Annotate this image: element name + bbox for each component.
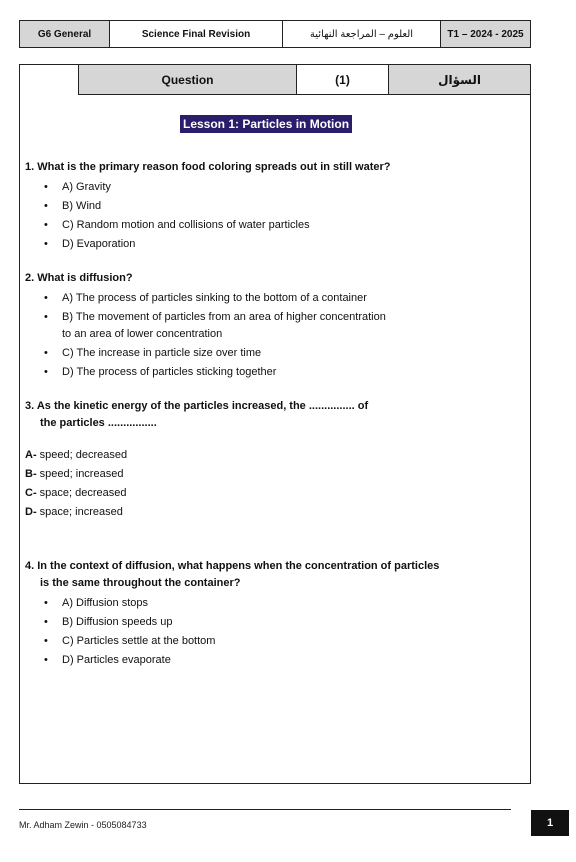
question-label: Question (79, 65, 297, 94)
question-1-options (25, 178, 525, 254)
option: • A) Diffusion stops (25, 594, 525, 613)
header-arabic-title: العلوم – المراجعة النهائية (283, 21, 441, 47)
header-subject: Science Final Revision (110, 21, 283, 47)
question-3-options (25, 446, 525, 522)
option-text: space; decreased (36, 487, 127, 499)
question-2-options (25, 289, 525, 382)
option-letter: B- (25, 468, 37, 480)
option-letter: A- (25, 449, 37, 461)
footer-divider (19, 809, 511, 810)
option: • A) Gravity (25, 178, 525, 197)
question-4-title (25, 558, 525, 592)
option (25, 446, 525, 465)
question-4-title-line1: 4. In the context of diffusion, what happens when the concentration of particles (25, 560, 440, 572)
question-2 (25, 270, 525, 382)
option: • D) Evaporation (25, 235, 525, 254)
question-3-title-line2: the particles ................ (40, 417, 157, 429)
question-1-title: 1. What is the primary reason food coloring spreads out in still water? (25, 161, 391, 173)
option: • C) Random motion and collisions of water particles (25, 216, 525, 235)
question-3-title (25, 398, 525, 432)
header-term: T1 – 2024 - 2025 (441, 21, 530, 47)
question-1 (25, 159, 525, 254)
option (25, 484, 525, 503)
footer-author: Mr. Adham Zewin - 0505084733 (19, 820, 147, 830)
question-4-options (25, 594, 525, 670)
option-continuation: to an area of lower concentration (62, 328, 223, 340)
option-letter: D- (25, 506, 37, 518)
question-arabic-label: السؤال (389, 65, 530, 94)
option-text: speed; decreased (36, 449, 128, 461)
option-text: space; increased (36, 506, 123, 518)
option-text: speed; increased (36, 468, 124, 480)
question-3-title-line1: 3. As the kinetic energy of the particles increased, the ............... of (25, 400, 369, 412)
option: • B) Diffusion speeds up (25, 613, 525, 632)
option-letter: C- (25, 487, 37, 499)
question-3 (25, 398, 525, 522)
page-header (19, 20, 531, 48)
option: • C) The increase in particle size over time (25, 344, 525, 363)
question-box (19, 64, 531, 784)
questions-content (25, 159, 525, 670)
lesson-title: Lesson 1: Particles in Motion (180, 115, 352, 133)
question-number: (1) (297, 65, 389, 94)
option: • D) The process of particles sticking together (25, 363, 525, 382)
option (25, 503, 525, 522)
option: • B) The movement of particles from an area of higher concentration (25, 308, 525, 327)
option: • C) Particles settle at the bottom (25, 632, 525, 651)
question-4-title-line2: is the same throughout the container? (40, 577, 241, 589)
header-grade: G6 General (20, 21, 110, 47)
question-2-title: 2. What is diffusion? (25, 272, 133, 284)
option: • B) Wind (25, 197, 525, 216)
option: • D) Particles evaporate (25, 651, 525, 670)
question-bar (78, 65, 530, 95)
option (25, 465, 525, 484)
option: • A) The process of particles sinking to the bottom of a container (25, 289, 525, 308)
page-number: 1 (531, 810, 569, 836)
question-4 (25, 558, 525, 670)
